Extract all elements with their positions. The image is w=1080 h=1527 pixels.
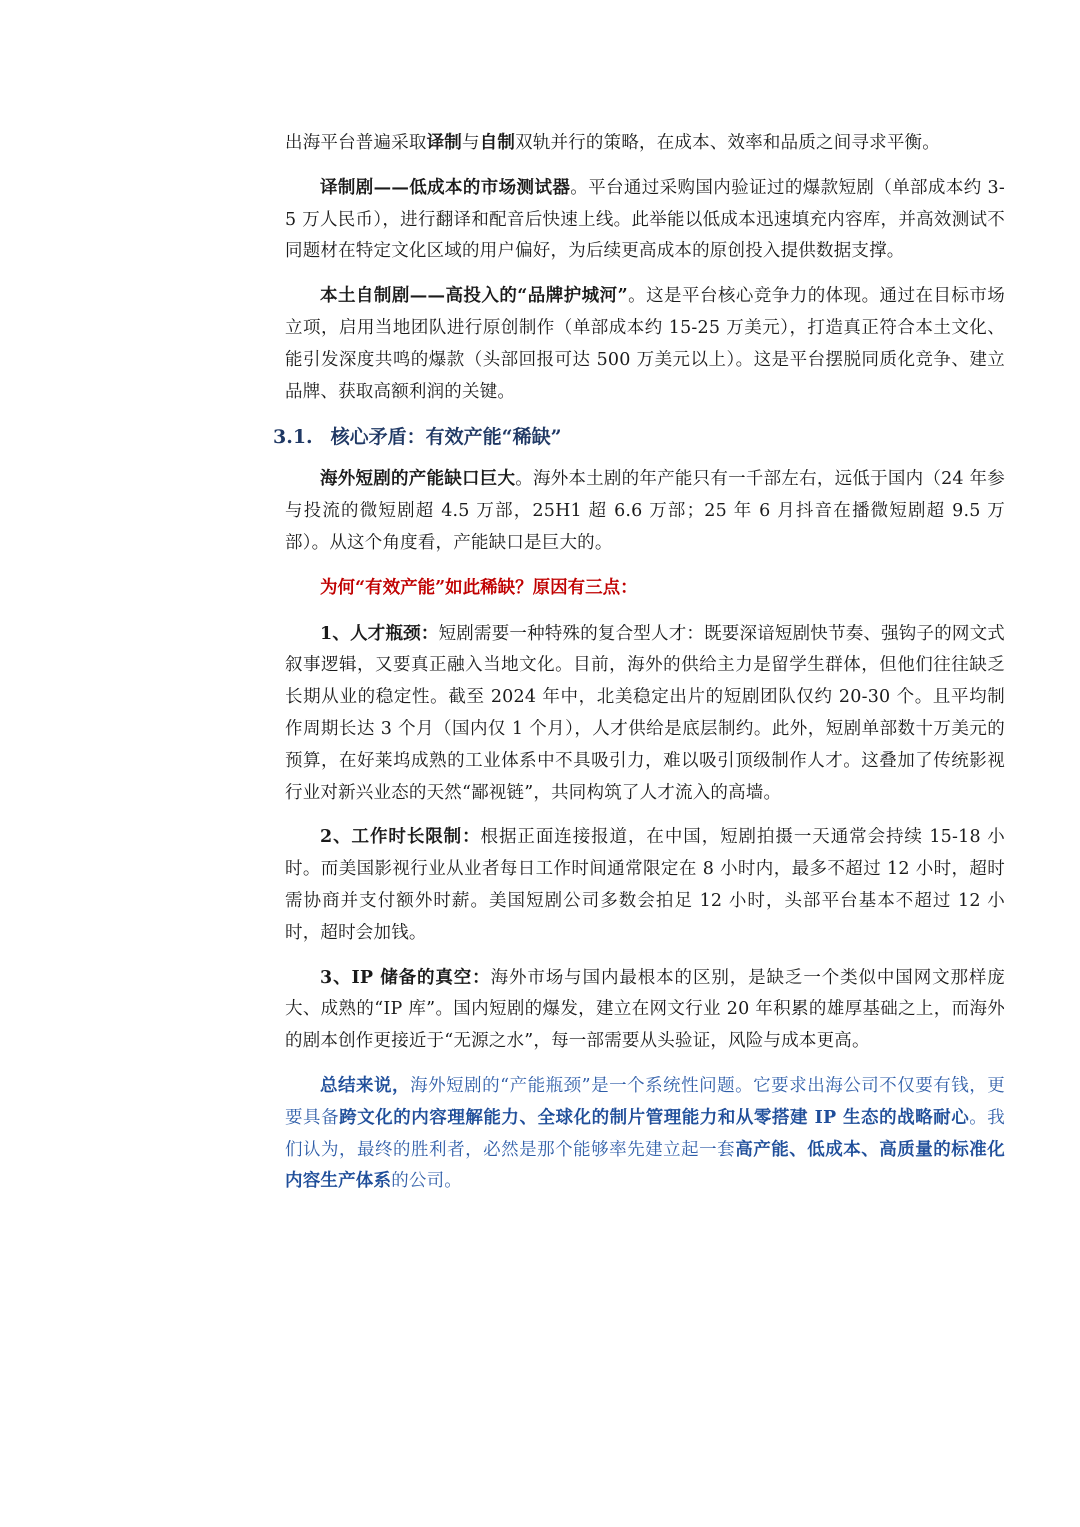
summary-text: 的公司。 bbox=[391, 1171, 463, 1192]
bold-term-translated: 译制 bbox=[426, 133, 463, 153]
paragraph-lead: 本土自制剧——高投入的“品牌护城河” bbox=[320, 286, 628, 307]
paragraph-lead: 海外短剧的产能缺口巨大 bbox=[320, 469, 516, 490]
paragraph-body: 。海外本土剧的年产能只有一千部左右，远低于国内（24 年参与投流的微短剧超 4.5 万部，25H1 超 6.6 万部；25 年 6 月抖音在播微短剧超 9.5 万部）。从这个角度看，产能缺口是巨大的。 bbox=[285, 469, 1005, 553]
summary-text: 海外短剧的“产能瓶颈”是一个系统性问题。它要求出海公司不仅要有钱，更要具备 bbox=[285, 1075, 1005, 1128]
reason-talent-paragraph bbox=[285, 619, 1005, 810]
reasons-question: 为何“有效产能”如此稀缺？原因有三点： bbox=[320, 577, 638, 598]
reason-work-hours-paragraph bbox=[285, 822, 1005, 949]
reason-lead: 1、人才瓶颈： bbox=[320, 623, 439, 644]
reason-lead: 2、工作时长限制： bbox=[320, 827, 481, 848]
capacity-gap-paragraph bbox=[285, 464, 1005, 559]
text-span: 与 bbox=[462, 133, 480, 153]
summary-emphasis: 高产能、低成本、高质量的标准化内容生产体系 bbox=[285, 1139, 1006, 1192]
paragraph-body: 。平台通过采购国内验证过的爆款短剧（单部成本约 3-5 万人民币），进行翻译和配音后快速上线。此举能以低成本迅速填充内容库，并高效测试不同题材在特定文化区域的用户偏好，为后续更高成本的原创投入提供数据支撑。 bbox=[285, 177, 1005, 262]
summary-lead: 总结来说， bbox=[320, 1075, 411, 1096]
paragraph-lead: 译制剧——低成本的市场测试器 bbox=[320, 177, 571, 198]
section-number: 3.1. bbox=[273, 426, 313, 449]
local-drama-paragraph bbox=[285, 281, 1005, 408]
summary-paragraph bbox=[285, 1071, 1005, 1198]
intro-paragraph bbox=[285, 128, 1005, 160]
reason-body: 海外市场与国内最根本的区别，是缺乏一个类似中国网文那样庞大、成熟的“IP 库”。国内短剧的爆发，建立在网文行业 20 年积累的雄厚基础之上，而海外的剧本创作更接近于“无源之水”，每一部需要从头验证，风险与成本更高。 bbox=[285, 967, 1005, 1052]
reason-ip-paragraph bbox=[285, 963, 1005, 1058]
text-span: 双轨并行的策略，在成本、效率和品质之间寻求平衡。 bbox=[515, 133, 940, 153]
summary-text: 。我们认为，最终的胜利者，必然是那个能够率先建立起一套 bbox=[285, 1107, 1005, 1160]
reason-body: 短剧需要一种特殊的复合型人才：既要深谙短剧快节奏、强钩子的网文式叙事逻辑，又要真正融入当地文化。目前，海外的供给主力是留学生群体，但他们往往缺乏长期从业的稳定性。截至 2024 年中，北美稳定出片的短剧团队仅约 20-30 个。且平均制作周期长达 3 个月（国内仅 1 个月），人才供给是底层制约。此外，短剧单部数十万美元的预算，在好莱坞成熟的工业体系中不具吸引力，难以吸引顶级制作人才。这叠加了传统影视行业对新兴业态的天然“鄙视链”，共同构筑了人才流入的高墙。 bbox=[285, 623, 1006, 803]
text-span: 出海平台普遍采取 bbox=[285, 133, 427, 153]
section-heading bbox=[273, 422, 993, 452]
section-title: 核心矛盾：有效产能“稀缺” bbox=[330, 426, 562, 449]
bold-term-original: 自制 bbox=[479, 133, 516, 153]
reason-lead: 3、IP 储备的真空： bbox=[320, 967, 491, 988]
reason-body: 根据正面连接报道，在中国，短剧拍摄一天通常会持续 15-18 小时。而美国影视行业从业者每日工作时间通常限定在 8 小时内，最多不超过 12 小时，超时需协商并支付额外时薪。美国短剧公司多数会拍足 12 小时，头部平台基本不超过 12 小时，超时会加钱。 bbox=[285, 827, 1005, 943]
document-page bbox=[273, 128, 1006, 1211]
paragraph-body: 。这是平台核心竞争力的体现。通过在目标市场立项，启用当地团队进行原创制作（单部成本约 15-25 万美元），打造真正符合本土文化、能引发深度共鸣的爆款（头部回报可达 500 万美元以上）。这是平台摆脱同质化竞争、建立品牌、获取高额利润的关键。 bbox=[285, 286, 1006, 402]
summary-emphasis: 跨文化的内容理解能力、全球化的制片管理能力和从零搭建 IP 生态的战略耐心 bbox=[339, 1107, 970, 1128]
translated-drama-paragraph bbox=[285, 173, 1005, 268]
